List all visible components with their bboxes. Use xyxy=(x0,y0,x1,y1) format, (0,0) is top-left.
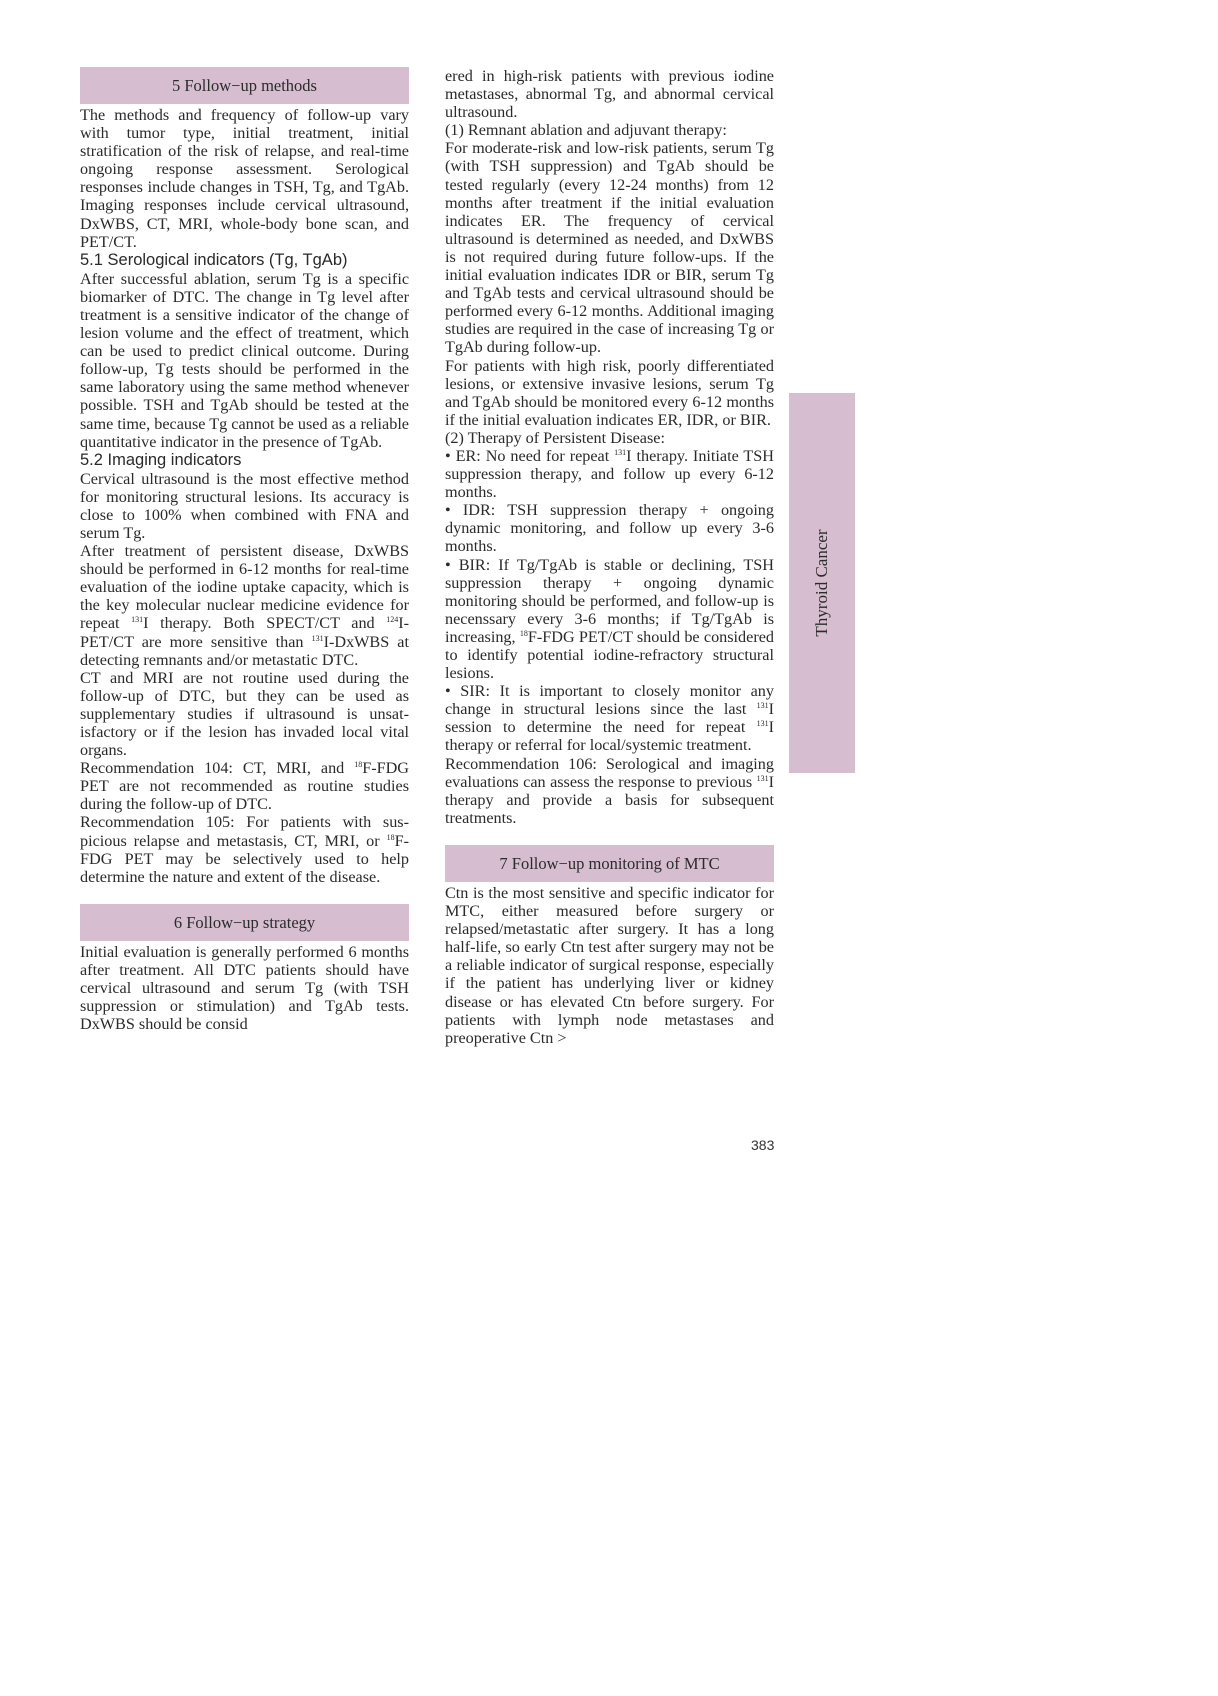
subsection-5-2-title: 5.2 Imaging indicators xyxy=(80,450,242,469)
imaging-paragraph-3: CT and MRI are not routine used during the follow-up of DTC, but they can be used as supplementary studies if ultrasound is unsatisfactory or if the lesion has invaded local vital organs. xyxy=(80,668,409,760)
left-column xyxy=(80,67,409,1033)
chapter-side-tab xyxy=(789,393,855,773)
recommendation-105: Recommendation 105: For patients with suspicious relapse and metastasis, CT, MRI, or $^{18}$F-FDG PET may be selectively used to help determine the nature and extent of the disease. xyxy=(80,813,409,886)
bullet-bir: • BIR: If Tg/TgAb is stable or declining, TSH suppression therapy + ongoing dynamic monitoring should be performed, and follow-up is necenssary every 3-6 months; if Tg/TgAb is increasing, $^{18}$F-FDG PET/CT should be considered to identify potential iodine-refractory structural lesions. xyxy=(445,555,774,683)
bullet-sir: • SIR: It is important to closely monitor any change in structural lesions since the last $^{131}$I session to determine the need for repeat $^{131}$I therapy or referral for local/systemic treatment. xyxy=(445,682,774,755)
section-7-heading: 7 Follow−up monitoring of MTC xyxy=(445,845,774,882)
chapter-side-tab-label: Thyroid Cancer xyxy=(812,529,831,637)
imaging-paragraph-1: Cervical ultrasound is the most effective method for monitoring structural lesions. Its accuracy is close to 100% when combined with FNA and serum Tg. xyxy=(80,469,409,542)
recommendation-104: Recommendation 104: CT, MRI, and $^{18}$F-FDG PET are not recommended as routine studies during the follow-up of DTC. xyxy=(80,759,409,814)
item-1-paragraph-2: For patients with high risk, poorly differentiated lesions, or extensive invasive lesions, serum Tg and TgAb should be monitored every 6-12 months if the initial evaluation indicates ER, IDR, or BIR. xyxy=(445,356,774,429)
subsection-5-1-body: After successful ablation, serum Tg is a specific biomarker of DTC. The change in Tg level after treatment is a sensitive indicator of the change of lesion volume and the effect of treatment, which can be used to predict clinical outcome. During follow-up, Tg tests should be performed in the same laboratory using the same method whenever possible. TSH and TgAb should be tested at the same time, because Tg cannot be used as a reliable quantitative indicator in the presence of TgAb. xyxy=(80,269,409,451)
page-number: 383 xyxy=(751,1137,775,1153)
section-5-heading: 5 Follow−up methods xyxy=(80,67,409,104)
item-1-paragraph-1: For moderate-risk and low-risk patients, serum Tg (with TSH suppression) and TgAb should be tested regularly (every 12-24 months) from 12 months after treatment if the initial evaluation indicates ER. The frequency of cervical ultrasound is determined as needed, and DxWBS is not required during future follow-ups. If the initial evaluation indicates IDR or BIR, serum Tg and TgAb tests and cervical ultrasound should be performed every 6-12 months. Additional imaging studies are required in the case of increasing Tg or TgAb during follow-up. xyxy=(445,139,774,357)
item-1-title: (1) Remnant ablation and adjuvant therapy: xyxy=(445,121,727,140)
section-5-intro: The methods and frequency of follow-up vary with tumor type, initial treatment, initial stratification of the risk of relapse, and real-time ongoing response assessment. Serological responses include changes in TSH, Tg, and TgAb. Imaging responses include cervical ultrasound, DxWBS, CT, MRI, whole-body bone scan, and PET/CT. xyxy=(80,106,409,251)
recommendation-106: Recommendation 106: Serological and imaging evaluations can assess the response to previous $^{131}$I therapy and provide a basis for subsequent treatments. xyxy=(445,754,774,827)
section-6-intro: Initial evaluation is generally performed 6 months after treatment. All DTC patients should have cervical ultrasound and serum Tg (with TSH suppression or stimulation) and TgAb tests. DxWBS should be consid xyxy=(80,942,409,1034)
item-2-title: (2) Therapy of Persistent Disease: xyxy=(445,428,665,447)
bullet-er: • ER: No need for repeat $^{131}$I therapy. Initiate TSH suppression therapy, and follow up every 6-12 months. xyxy=(445,446,774,502)
subsection-5-1-title: 5.1 Serological indicators (Tg, TgAb) xyxy=(80,250,348,269)
section-7-body: Ctn is the most sensitive and specific indicator for MTC, either measured before surgery or relapsed/metastatic after surgery. It has a long half-life, so early Ctn test after surgery may not be a reliable indicator of surgical response, especially if the patient has underlying liver or kidney disease or has elevated Ctn before surgery. For patients with lymph node metastases and preoperative Ctn > xyxy=(445,883,774,1047)
imaging-paragraph-2: After treatment of persistent disease, DxWBS should be performed in 6-12 months for real-time evaluation of the iodine uptake capacity, which is the key molecular nuclear medicine evidence for repeat $^{131}$I therapy. Both SPECT/CT and $^{124}$I-PET/CT are more sensitive than $^{131}$I-DxWBS at detecting remnants and/or metastatic DTC. xyxy=(80,542,409,669)
section-6-continued: ered in high-risk patients with previous iodine metastases, abnormal Tg, and abnormal cervical ultrasound. xyxy=(445,67,774,122)
section-6-heading: 6 Follow−up strategy xyxy=(80,904,409,941)
right-column xyxy=(445,67,774,1047)
bullet-idr: • IDR: TSH suppression therapy + ongoing dynamic monitoring, and follow up every 3-6 months. xyxy=(445,501,774,556)
